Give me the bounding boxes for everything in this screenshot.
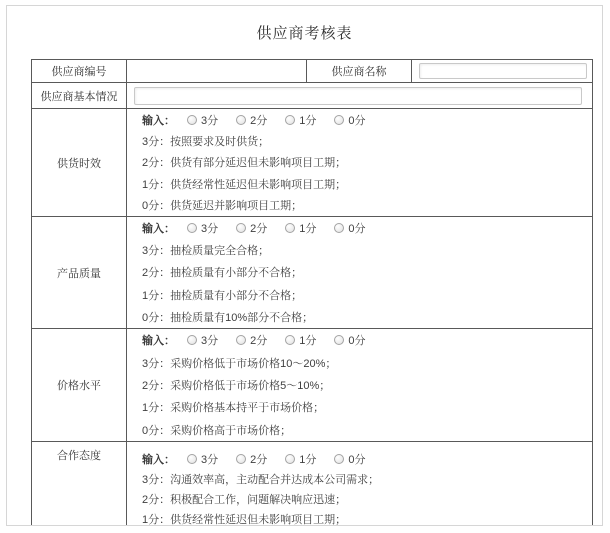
score-radio-group [187, 112, 384, 128]
radio-option-3[interactable]: 3分 [187, 451, 218, 467]
radio-icon[interactable] [236, 454, 246, 464]
score-input-line [142, 220, 592, 236]
criteria-line: 1分：供货经常性延迟但未影响项目工期； [142, 178, 347, 191]
radio-option-0[interactable]: 0分 [334, 451, 365, 467]
form-title: 供应商考核表 [256, 25, 353, 42]
radio-icon[interactable] [334, 454, 344, 464]
section-row-product-quality [32, 217, 592, 329]
radio-icon[interactable] [236, 223, 246, 233]
criteria-line: 2分：采购价格低于市场价格5～10%； [142, 379, 331, 392]
radio-option-2[interactable]: 2分 [236, 332, 267, 348]
input-prefix-label: 输入： [142, 114, 175, 127]
section-content-cell [127, 109, 592, 216]
page-frame [6, 5, 603, 526]
section-row-delivery-timeliness [32, 109, 592, 217]
radio-icon[interactable] [187, 335, 197, 345]
radio-icon[interactable] [236, 335, 246, 345]
basic-info-label: 供应商基本情况 [40, 90, 118, 103]
criteria-line: 3分：沟通效率高，主动配合并达成本公司需求； [142, 474, 380, 486]
radio-option-1[interactable]: 1分 [285, 220, 316, 236]
radio-icon[interactable] [334, 115, 344, 125]
radio-option-0[interactable]: 0分 [334, 332, 365, 348]
header-row-1 [32, 60, 592, 83]
supplier-name-label-cell [307, 60, 412, 82]
criteria-line: 2分：供货有部分延迟但未影响项目工期； [142, 157, 347, 170]
criteria-line: 2分：积极配合工作，问题解决响应迅速； [142, 494, 347, 506]
radio-icon[interactable] [187, 223, 197, 233]
score-input-line [142, 332, 592, 348]
input-prefix-label: 输入： [142, 335, 175, 348]
criteria-line: 1分：抽检质量有小部分不合格； [142, 289, 303, 302]
radio-option-2[interactable]: 2分 [236, 451, 267, 467]
radio-icon[interactable] [285, 223, 295, 233]
score-radio-group [187, 451, 384, 467]
criteria-line: 0分：供货延迟并影响项目工期； [142, 200, 303, 213]
basic-info-value-cell [127, 83, 592, 108]
supplier-no-label: 供应商编号 [51, 66, 107, 78]
radio-option-3[interactable]: 3分 [187, 112, 218, 128]
radio-icon[interactable] [285, 454, 295, 464]
criteria-line: 2分：抽检质量有小部分不合格； [142, 267, 303, 280]
criteria-line: 0分：抽检质量有10%部分不合格； [142, 311, 314, 324]
supplier-name-value-cell [412, 60, 592, 82]
section-label: 合作态度 [57, 450, 101, 462]
supplier-name-label: 供应商名称 [331, 66, 387, 78]
score-input-line [142, 449, 592, 469]
radio-option-1[interactable]: 1分 [285, 112, 316, 128]
radio-option-2[interactable]: 2分 [236, 112, 267, 128]
radio-icon[interactable] [334, 335, 344, 345]
section-row-cooperation-attitude [32, 442, 592, 526]
assessment-table [31, 59, 593, 526]
supplier-no-label-cell [32, 60, 127, 82]
radio-option-1[interactable]: 1分 [285, 332, 316, 348]
basic-info-input[interactable] [134, 87, 582, 105]
section-content-cell [127, 442, 592, 526]
radio-icon[interactable] [334, 223, 344, 233]
criteria-line: 3分：抽检质量完全合格； [142, 245, 270, 258]
section-content-cell [127, 217, 592, 328]
radio-icon[interactable] [285, 115, 295, 125]
basic-info-label-cell [32, 83, 127, 108]
score-radio-group [187, 332, 384, 348]
radio-option-3[interactable]: 3分 [187, 332, 218, 348]
section-label-cell [32, 329, 127, 441]
radio-option-0[interactable]: 0分 [334, 112, 365, 128]
criteria-line: 1分：供货经常性延迟但未影响项目工期； [142, 514, 347, 526]
input-prefix-label: 输入： [142, 223, 175, 236]
radio-option-0[interactable]: 0分 [334, 220, 365, 236]
section-label-cell [32, 442, 127, 526]
input-prefix-label: 输入： [142, 454, 175, 466]
score-input-line [142, 112, 592, 128]
radio-option-1[interactable]: 1分 [285, 451, 316, 467]
section-label-cell [32, 217, 127, 328]
header-row-2 [32, 83, 592, 109]
section-label: 供货时效 [57, 157, 101, 170]
radio-icon[interactable] [285, 335, 295, 345]
radio-icon[interactable] [236, 115, 246, 125]
criteria-line: 3分：按照要求及时供货； [142, 136, 270, 149]
section-label: 产品质量 [57, 267, 101, 280]
section-label-cell [32, 109, 127, 216]
section-row-price-level [32, 329, 592, 442]
criteria-line: 3分：采购价格低于市场价格10～20%； [142, 357, 337, 370]
supplier-name-input[interactable] [419, 63, 587, 79]
radio-icon[interactable] [187, 454, 197, 464]
radio-icon[interactable] [187, 115, 197, 125]
section-label: 价格水平 [57, 380, 101, 392]
score-radio-group [187, 220, 384, 236]
criteria-line: 1分：采购价格基本持平于市场价格； [142, 402, 325, 415]
supplier-no-value-cell [127, 60, 307, 82]
criteria-line: 0分：采购价格高于市场价格； [142, 424, 292, 437]
radio-option-3[interactable]: 3分 [187, 220, 218, 236]
radio-option-2[interactable]: 2分 [236, 220, 267, 236]
section-content-cell [127, 329, 592, 441]
